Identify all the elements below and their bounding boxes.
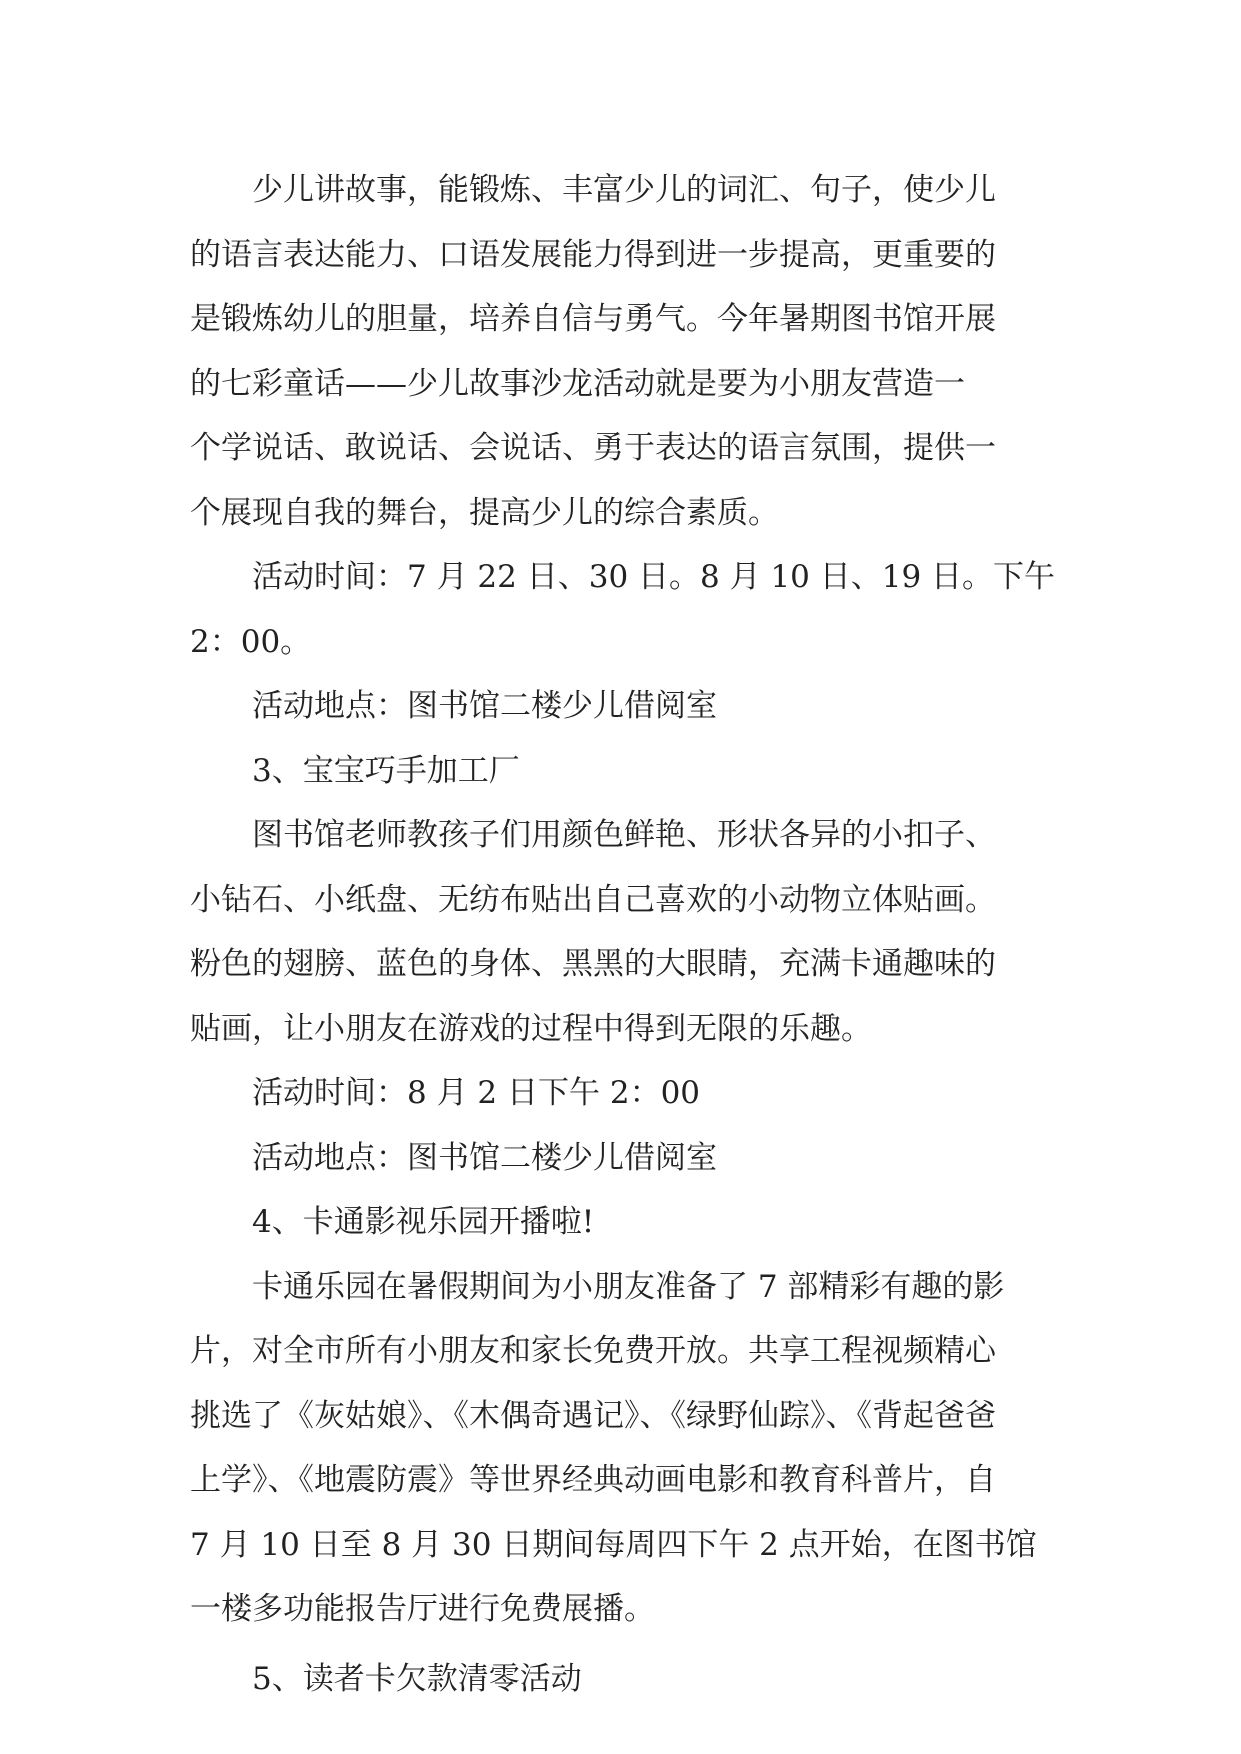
text-line: 7 月 10 日至 8 月 30 日期间每周四下午 2 点开始，在图书馆	[190, 1526, 1037, 1563]
paragraph-storytelling	[190, 158, 1050, 545]
text-line: 的七彩童话——少儿故事沙龙活动就是要为小朋友营造一	[190, 365, 965, 402]
text-line: 活动时间：7 月 22 日、30 日。8 月 10 日、19 日。下午	[252, 559, 1056, 595]
text-line: 个学说话、敢说话、会说话、勇于表达的语言氛围，提供一	[190, 430, 996, 466]
text-line: 卡通乐园在暑假期间为小朋友准备了 7 部精彩有趣的影	[252, 1268, 1005, 1305]
text-line: 贴画，让小朋友在游戏的过程中得到无限的乐趣。	[190, 1010, 872, 1047]
heading-text: 3、宝宝巧手加工厂	[252, 752, 520, 789]
text-line: 图书馆老师教孩子们用颜色鲜艳、形状各异的小扣子、	[252, 817, 996, 853]
section-heading-4	[190, 1190, 1050, 1255]
activity-place-craft	[190, 1126, 1050, 1191]
activity-place-storytelling	[190, 674, 1050, 739]
text-line: 2：00。	[190, 623, 312, 660]
text-line: 小钻石、小纸盘、无纺布贴出自己喜欢的小动物立体贴画。	[190, 881, 996, 918]
text-line: 挑选了《灰姑娘》、《木偶奇遇记》、《绿野仙踪》、《背起爸爸	[190, 1397, 996, 1434]
heading-text: 5、读者卡欠款清零活动	[252, 1660, 582, 1697]
document-body	[190, 158, 1056, 1711]
text-line: 一楼多功能报告厅进行免费展播。	[190, 1591, 655, 1627]
text-line: 上学》、《地震防震》等世界经典动画电影和教育科普片，自	[190, 1462, 996, 1498]
text-line: 的语言表达能力、口语发展能力得到进一步提高，更重要的	[190, 236, 996, 273]
paragraph-craft	[190, 803, 1050, 1061]
activity-time-storytelling	[190, 545, 1056, 674]
text-line: 活动时间：8 月 2 日下午 2：00	[252, 1075, 701, 1111]
section-heading-3	[190, 739, 1050, 804]
text-line: 少儿讲故事，能锻炼、丰富少儿的词汇、句子，使少儿	[252, 172, 996, 208]
heading-text: 4、卡通影视乐园开播啦!	[252, 1204, 595, 1240]
text-line: 片，对全市所有小朋友和家长免费开放。共享工程视频精心	[190, 1333, 996, 1369]
text-line: 个展现自我的舞台，提高少儿的综合素质。	[190, 494, 779, 531]
text-line: 是锻炼幼儿的胆量，培养自信与勇气。今年暑期图书馆开展	[190, 301, 996, 337]
paragraph-cartoon	[190, 1255, 1050, 1642]
text-line: 粉色的翅膀、蓝色的身体、黑黑的大眼睛，充满卡通趣味的	[190, 946, 996, 982]
section-heading-5	[190, 1647, 1050, 1712]
text-line: 活动地点：图书馆二楼少儿借阅室	[252, 688, 717, 724]
text-line: 活动地点：图书馆二楼少儿借阅室	[252, 1139, 717, 1176]
activity-time-craft	[190, 1061, 1050, 1126]
